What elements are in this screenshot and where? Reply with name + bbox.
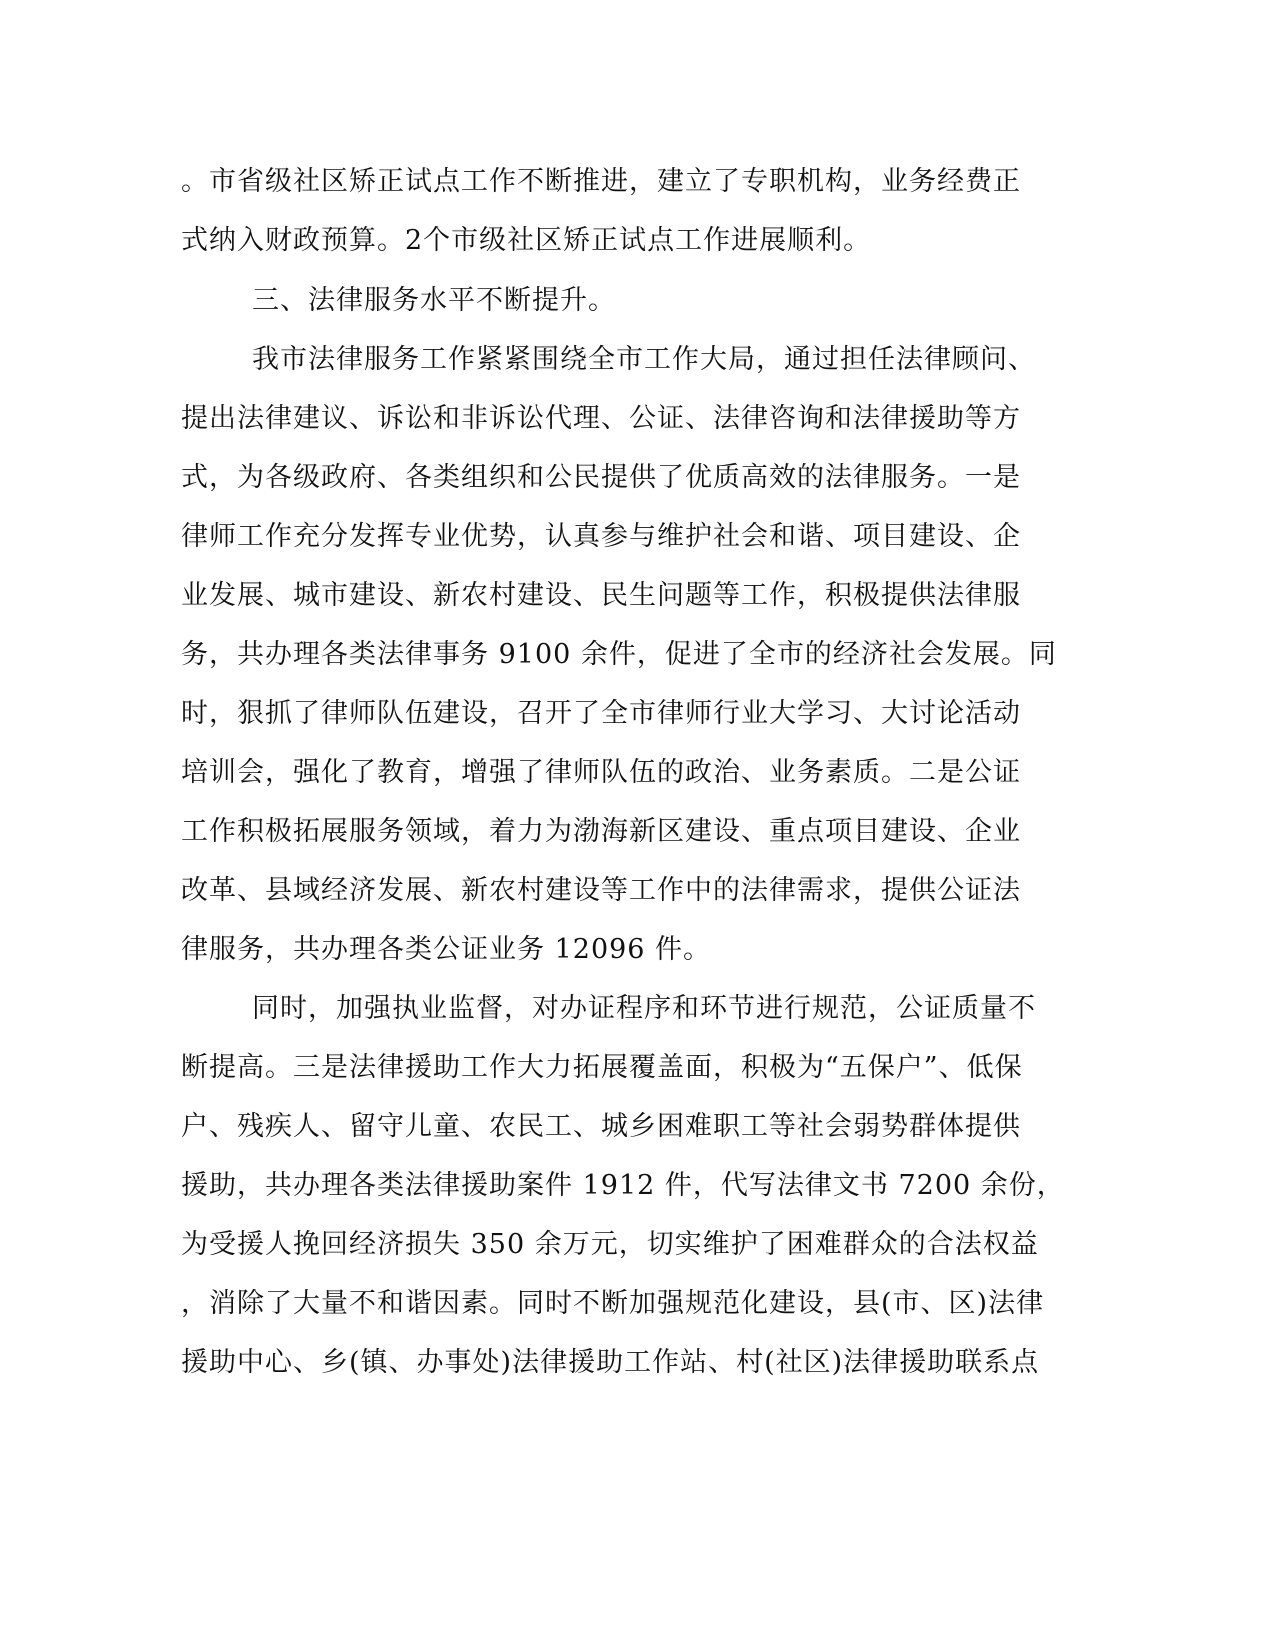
text-line: 时，狠抓了律师队伍建设，召开了全市律师行业大学习、大讨论活动 bbox=[181, 698, 1021, 729]
text-line: ，消除了大量不和谐因素。同时不断加强规范化建设，县(市、区)法律 bbox=[181, 1288, 1045, 1319]
text-line: 同时，加强执业监督，对办证程序和环节进行规范，公证质量不 bbox=[252, 993, 1036, 1024]
text-line: 式纳入财政预算。2个市级社区矫正试点工作进展顺利。 bbox=[181, 225, 872, 256]
text-line: 断提高。三是法律援助工作大力拓展覆盖面，积极为“五保户”、低保 bbox=[181, 1052, 1023, 1083]
text-line: 培训会，强化了教育，增强了律师队伍的政治、业务素质。二是公证 bbox=[181, 757, 1021, 788]
text-line: 业发展、城市建设、新农村建设、民生问题等工作，积极提供法律服 bbox=[181, 580, 1021, 611]
text-line: 式，为各级政府、各类组织和公民提供了优质高效的法律服务。一是 bbox=[181, 462, 1021, 493]
text-line: 为受援人挽回经济损失 350 余万元，切实维护了困难群众的合法权益 bbox=[181, 1229, 1039, 1260]
text-line: 律师工作充分发挥专业优势，认真参与维护社会和谐、项目建设、企 bbox=[181, 521, 1021, 552]
text-line: 户、残疾人、留守儿童、农民工、城乡困难职工等社会弱势群体提供 bbox=[181, 1111, 1021, 1142]
text-line: 。市省级社区矫正试点工作不断推进，建立了专职机构，业务经费正 bbox=[181, 166, 1021, 197]
text-line: 律服务，共办理各类公证业务 12096 件。 bbox=[181, 934, 712, 965]
text-line: 提出法律建议、诉讼和非诉讼代理、公证、法律咨询和法律援助等方 bbox=[181, 403, 1021, 434]
text-line: 援助中心、乡(镇、办事处)法律援助工作站、村(社区)法律援助联系点 bbox=[181, 1347, 1040, 1378]
text-line: 援助，共办理各类法律援助案件 1912 件，代写法律文书 7200 余份， bbox=[181, 1170, 1065, 1201]
text-line: 改革、县域经济发展、新农村建设等工作中的法律需求，提供公证法 bbox=[181, 875, 1021, 906]
text-line: 务，共办理各类法律事务 9100 余件，促进了全市的经济社会发展。同 bbox=[181, 639, 1057, 670]
text-line: 工作积极拓展服务领域，着力为渤海新区建设、重点项目建设、企业 bbox=[181, 816, 1021, 847]
text-line: 我市法律服务工作紧紧围绕全市工作大局，通过担任法律顾问、 bbox=[252, 344, 1036, 375]
section-heading: 三、法律服务水平不断提升。 bbox=[252, 285, 616, 316]
